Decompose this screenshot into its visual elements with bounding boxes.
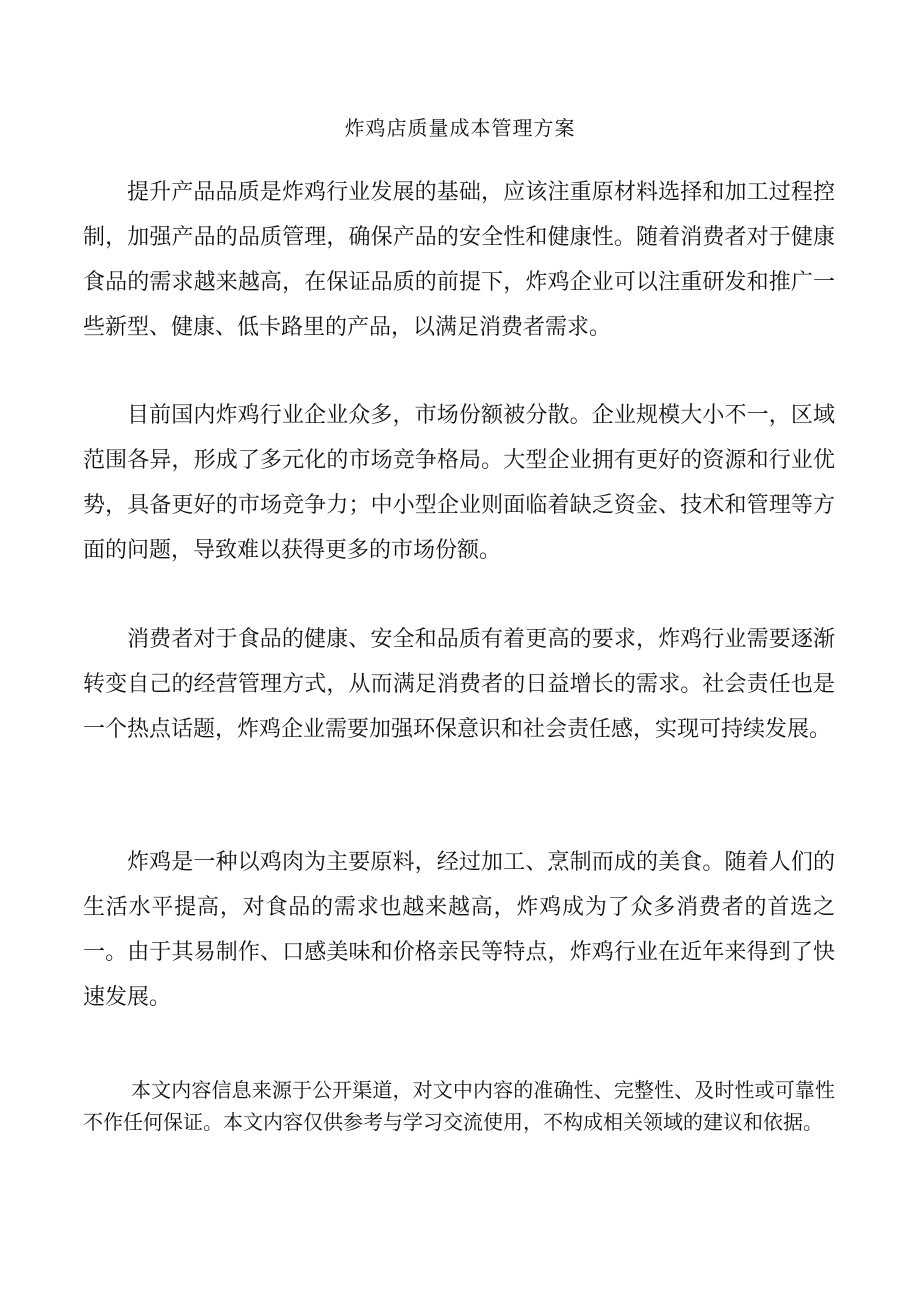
disclaimer: 本文内容信息来源于公开渠道，对文中内容的准确性、完整性、及时性或可靠性不作任何保证。本文内容仅供参考与学习交流使用，不构成相关领域的建议和依据。	[83, 1078, 835, 1134]
paragraph-consumer: 消费者对于食品的健康、安全和品质有着更高的要求，炸鸡行业需要逐渐转变自己的经营管理方式，从而满足消费者的日益增长的需求。社会责任也是一个热点话题，炸鸡企业需要加强环保意识和社会责任感，实现可持续发展。	[83, 627, 835, 742]
paragraph-quality: 提升产品品质是炸鸡行业发展的基础，应该注重原材料选择和加工过程控制，加强产品的品质管理，确保产品的安全性和健康性。随着消费者对于健康食品的需求越来越高，在保证品质的前提下，炸鸡企业可以注重研发和推广一些新型、健康、低卡路里的产品，以满足消费者需求。	[83, 180, 835, 340]
paragraph-overview: 炸鸡是一种以鸡肉为主要原料，经过加工、烹制而成的美食。随着人们的生活水平提高，对食品的需求也越来越高，炸鸡成为了众多消费者的首选之一。由于其易制作、口感美味和价格亲民等特点，炸鸡行业在近年来得到了快速发展。	[83, 850, 835, 1010]
paragraph-market: 目前国内炸鸡行业企业众多，市场份额被分散。企业规模大小不一，区域范围各异，形成了多元化的市场竞争格局。大型企业拥有更好的资源和行业优势，具备更好的市场竞争力；中小型企业则面临着缺乏资金、技术和管理等方面的问题，导致难以获得更多的市场份额。	[83, 403, 835, 563]
document-title: 炸鸡店质量成本管理方案	[344, 116, 576, 140]
